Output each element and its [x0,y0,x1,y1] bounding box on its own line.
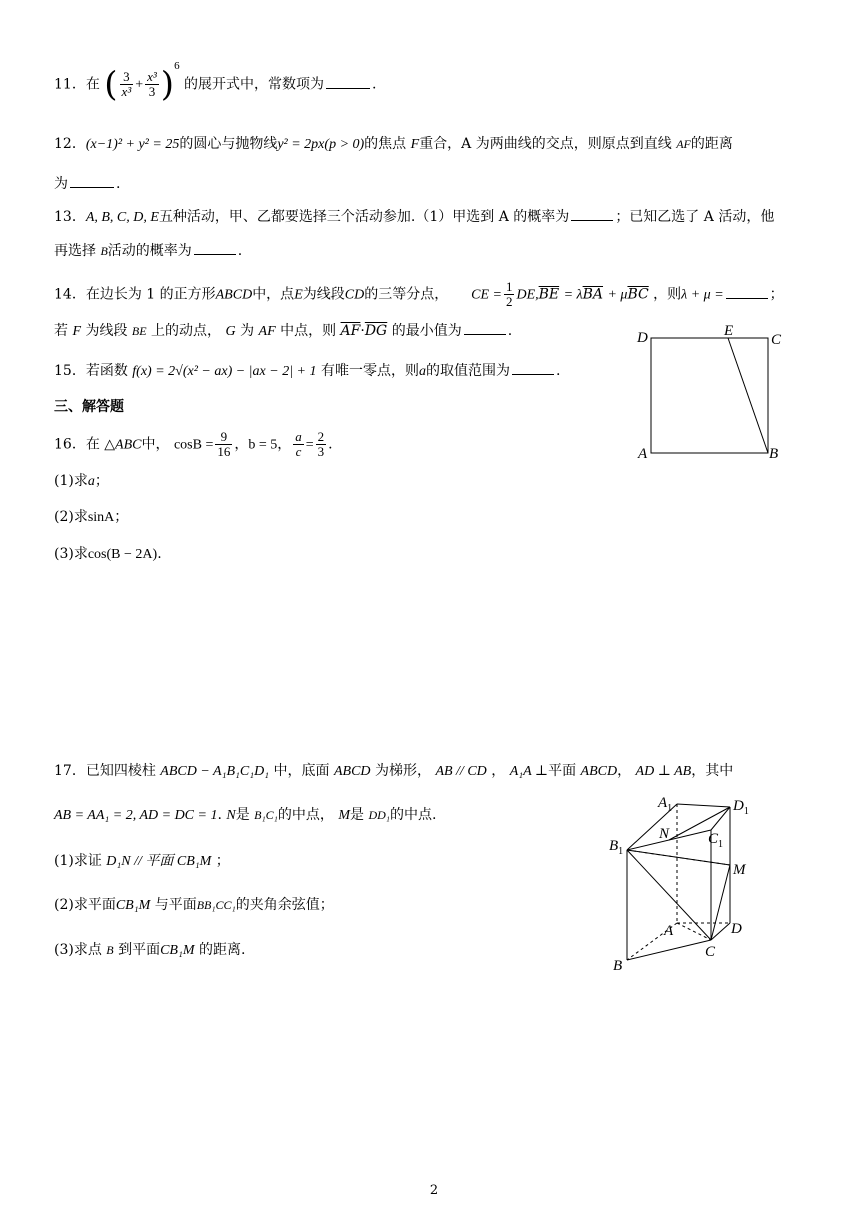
label-d1: $D_1$ [733,798,749,817]
question-12: 12．(x−1)² + y² = 25的圆心与抛物线y² = 2px(p > 0)的焦点 F重合，A 为两曲线的交点，则原点到直线 AF的距离 [54,136,733,152]
label-n: N [659,826,670,842]
question-17-part3: (3)求点 B 到平面CB₁M 的距离. [54,942,246,958]
fraction: $\frac{\text{x³}}{3}$ [147,69,157,99]
square-figure [632,322,792,467]
question-16: 16．在 △ABC中， cosB = $\frac{9}{16}$ ，b = 5， $\frac{a}{c}$ = $\frac{2}{3}$ . [54,429,333,459]
label-e: E [724,323,734,339]
left-paren: ( [104,64,118,105]
prism-figure [600,790,770,975]
answer-blank [726,286,768,299]
segment-c-m [711,865,730,940]
label-c1: $C_1$ [708,831,724,850]
question-15: 15．若函数 f(x) = 2√(x² − ax) − |ax − 2| + 1 有唯一零点，则a的取值范围为 . [54,363,561,379]
section-heading: 三、解答题 [54,399,124,415]
question-13-line2: 再选择 B活动的概率为 . [54,243,243,259]
right-paren: ) [160,64,175,105]
segment-be [728,338,768,453]
answer-blank [464,322,506,335]
question-11: 11．在 ( $\frac{3}{\text{x³}}$ + $\frac{\text{x³}}{3}$ )$^6$ 的展开式中，常数项为 . [54,59,377,105]
answer-blank [326,76,370,89]
label-a: A [638,446,648,462]
question-14: 14．在边长为 1 的正方形ABCD中，点E为线段CD的三等分点， CE = $\frac{1}{2}$ $DE,\overline{BE} = \lambda\overline{BA} + \mu\overline{BC}$ ，则λ + μ = ； [54,279,784,309]
answer-blank [70,175,114,188]
fraction: $\frac{9}{16}$ [217,429,231,459]
square-abcd [651,338,768,453]
label-a1: $A_1$ [658,795,673,814]
hidden-edge-a-c [677,923,711,940]
question-17: 17．已知四棱柱 ABCD − A₁B₁C₁D₁ 中，底面 ABCD 为梯形， AB // CD ， A₁A ⊥平面 ABCD， AD ⊥ AB，其中 [54,763,734,779]
fraction: $\frac{1}{2}$ [505,279,513,309]
label-c: C [771,332,782,348]
label-b: B [613,958,623,974]
answer-blank [571,208,613,221]
question-17-line2: AB = AA₁ = 2, AD = DC = 1. N是 B₁C₁的中点， M是 DD₁的中点. [54,807,437,823]
question-17-part1: (1)求证 D₁N // 平面 CB₁M ； [54,853,230,869]
label-c: C [705,944,716,960]
edge-c-d [711,923,730,940]
question-14-line2: 若 F 为线段 BE 上的动点， G 为 AF 中点，则 $\overline{AF}\cdot\overline{DG}$ 的最小值为 . [54,323,513,339]
label-b: B [769,446,779,462]
answer-blank [194,242,236,255]
question-16-part3: (3)求cos(B − 2A). [54,546,162,562]
label-a: A [664,923,674,939]
question-13: 13．A, B, C, D, E五种活动，甲、乙都要选择三个活动参加.（1）甲选到 A 的概率为 ；已知乙选了 A 活动，他 [54,209,775,225]
edge-b-c [627,940,711,960]
question-16-part2: (2)求sinA； [54,509,129,525]
fraction: $\frac{3}{\text{x³}}$ [121,69,132,99]
edge-a1-d1 [677,804,730,807]
page-number: 2 [429,1183,439,1198]
label-d: D [637,330,648,346]
label-m: M [733,862,746,878]
answer-blank [512,362,554,375]
question-17-part2: (2)求平面CB₁M 与平面BB₁CC₁的夹角余弦值； [54,897,334,913]
question-12-line2: 为 . [54,176,121,192]
segment-b1-m [627,850,730,865]
label-d: D [731,921,742,937]
fraction: $\frac{a}{c}$ [295,429,302,459]
question-16-part1: (1)求a； [54,473,109,489]
fraction: $\frac{2}{3}$ [317,429,325,459]
edge-c1-d1 [711,807,730,830]
segment-d1-n [669,807,730,840]
label-b1: $B_1$ [609,838,624,857]
